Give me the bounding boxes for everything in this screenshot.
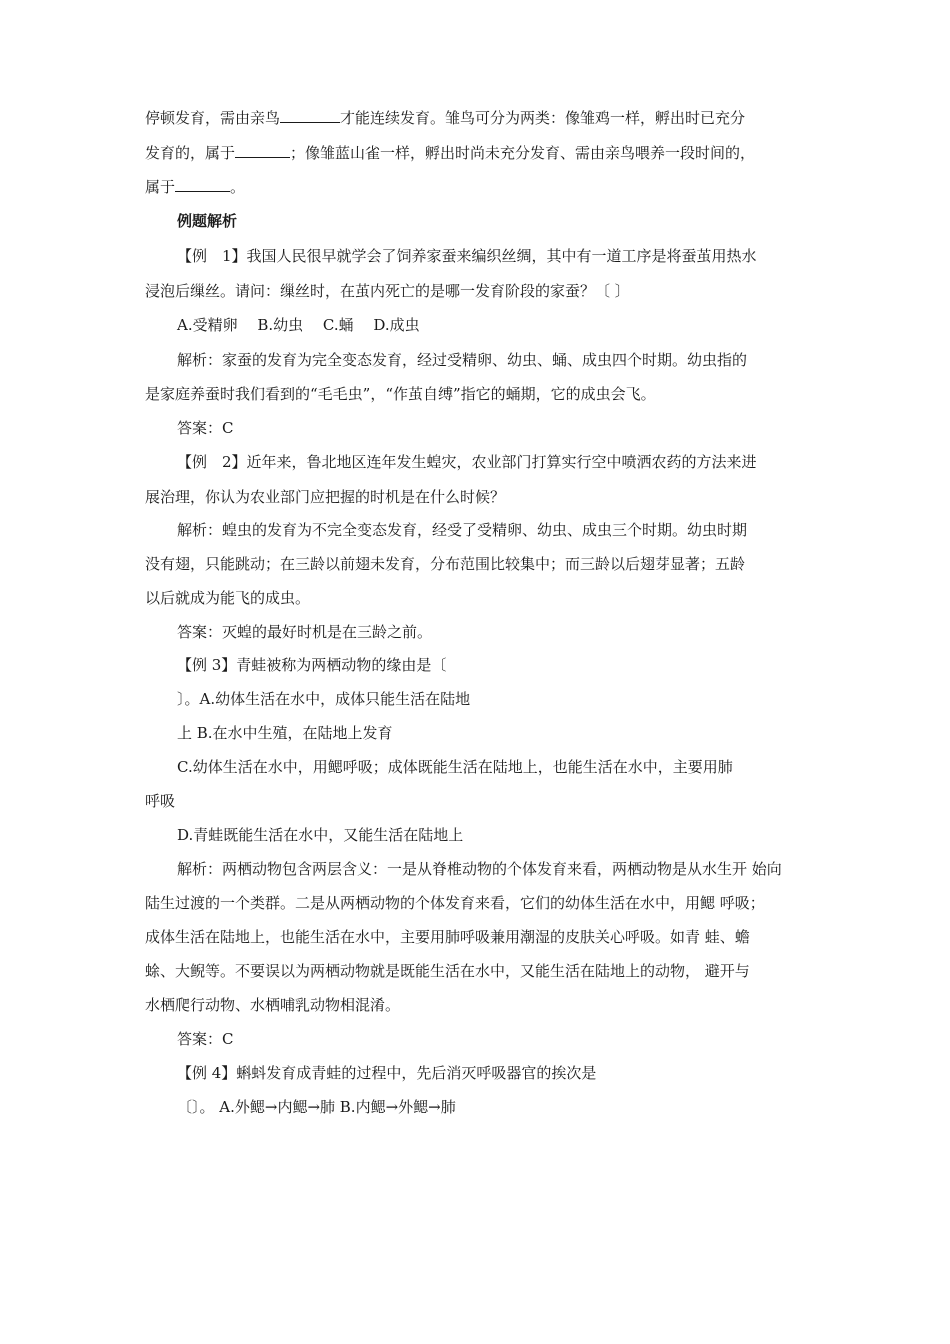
- ex3-analysis-line-2: 陆生过渡的一个类群。二是从两栖动物的个体发育来看，它们的幼体生活在水中，用鳃 呼吸；: [145, 894, 765, 912]
- ex3-option-c-cont: 呼吸: [145, 792, 176, 810]
- ex2-question-line-2: 展治理，你认为农业部门应把握的时机是在什么时候？: [145, 488, 506, 506]
- ex1-question-line-2: 浸泡后缫丝。请问：缫丝时，在茧内死亡的是哪一发育阶段的家蚕？〔 〕: [145, 282, 630, 300]
- ex3-answer: 答案：C: [177, 1030, 234, 1048]
- intro-text: 。: [230, 178, 246, 196]
- intro-text: 发育的，属于: [145, 144, 236, 162]
- ex3-analysis-line-3: 成体生活在陆地上，也能生活在水中，主要用肺呼吸兼用潮湿的皮肤关心呼吸。如青 蛙、蟾: [145, 928, 750, 946]
- intro-text: 才能连续发育。雏鸟可分为两类：像雏鸡一样，孵出时已充分: [340, 109, 746, 127]
- ex4-question-line-1: 【例 4】蝌蚪发育成青蛙的过程中，先后消灭呼吸器官的挨次是: [177, 1064, 597, 1082]
- ex3-question-line-3: 上 B.在水中生殖，在陆地上发育: [177, 724, 393, 742]
- ex3-analysis-line-4: 蜍、大鲵等。不要误以为两栖动物就是既能生活在水中，又能生活在陆地上的动物， 避开与: [145, 962, 750, 980]
- intro-line-2: [145, 143, 755, 163]
- ex3-option-d: D.青蛙既能生活在水中，又能生活在陆地上: [177, 826, 464, 844]
- ex4-question-line-2: 〔〕。 A.外鳃→内鳃→肺 B.内鳃→外鳃→肺: [177, 1098, 456, 1116]
- ex3-question-line-1: 【例 3】青蛙被称为两栖动物的缘由是〔: [177, 656, 447, 674]
- intro-text: 属于: [145, 178, 176, 196]
- ex1-analysis-line-1: 解析：家蚕的发育为完全变态发育，经过受精卵、幼虫、蛹、成虫四个时期。幼虫指的: [177, 351, 748, 369]
- ex2-analysis-line-1: 解析：蝗虫的发育为不完全变态发育，经受了受精卵、幼虫、成虫三个时期。幼虫时期: [177, 521, 748, 539]
- ex2-analysis-line-3: 以后就成为能飞的成虫。: [145, 589, 311, 607]
- intro-line-1: [145, 108, 745, 128]
- ex3-analysis-line-1: 解析：两栖动物包含两层含义：一是从脊椎动物的个体发育来看，两栖动物是从水生开 始向: [177, 860, 782, 878]
- ex1-question-line-1: 【例 1】我国人民很早就学会了饲养家蚕来编织丝绸，其中有一道工序是将蚕茧用热水: [177, 247, 757, 265]
- ex1-answer: 答案：C: [177, 419, 234, 437]
- fill-blank-3[interactable]: [175, 177, 230, 192]
- ex3-option-c: C.幼体生活在水中，用鳃呼吸；成体既能生活在陆地上，也能生活在水中，主要用肺: [177, 758, 733, 776]
- ex1-options: A.受精卵 B.幼虫 C.蛹 D.成虫: [177, 316, 420, 334]
- intro-text: ；像雏蓝山雀一样，孵出时尚未充分发育、需由亲鸟喂养一段时间的，: [290, 144, 756, 162]
- ex2-answer: 答案：灭蝗的最好时机是在三龄之前。: [177, 623, 433, 641]
- fill-blank-2[interactable]: [235, 143, 290, 158]
- section-title: 例题解析: [177, 212, 238, 230]
- ex3-analysis-line-5: 水栖爬行动物、水栖哺乳动物相混淆。: [145, 996, 401, 1014]
- ex1-analysis-line-2: 是家庭养蚕时我们看到的“毛毛虫”，“作茧自缚”指它的蛹期，它的成虫会飞。: [145, 385, 656, 403]
- ex2-question-line-1: 【例 2】近年来，鲁北地区连年发生蝗灾，农业部门打算实行空中喷洒农药的方法来进: [177, 453, 757, 471]
- intro-text: 停顿发育，需由亲鸟: [145, 109, 281, 127]
- fill-blank-1[interactable]: [280, 108, 340, 123]
- ex2-analysis-line-2: 没有翅，只能跳动；在三龄以前翅未发育，分布范围比较集中；而三龄以后翅芽显著；五龄: [145, 555, 746, 573]
- ex3-question-line-2: 〕。A.幼体生活在水中，成体只能生活在陆地: [177, 690, 471, 708]
- intro-line-3: [145, 177, 245, 197]
